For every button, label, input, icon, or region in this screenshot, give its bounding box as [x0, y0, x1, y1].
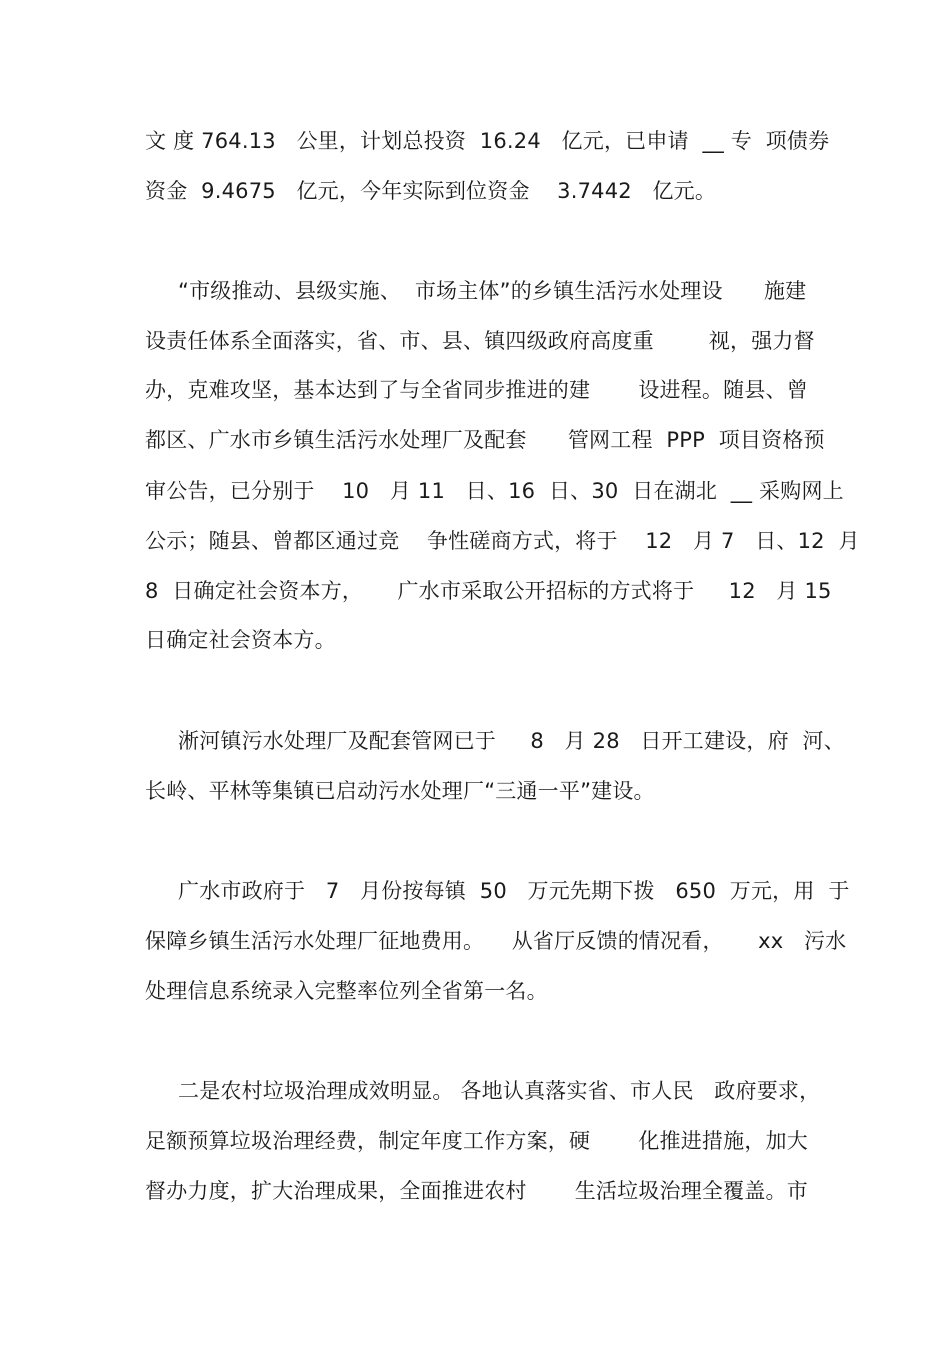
text-line: 审公告，已分别于 10 月 11 日、16 日、30 日在湖北 __ 采购网上	[145, 479, 844, 503]
text-line: 公示；随县、曾都区通过竞 争性磋商方式，将于 12 月 7 日、12 月	[145, 529, 860, 553]
text-line: “市级推动、县级实施、 市场主体”的乡镇生活污水处理设 施建	[178, 279, 807, 303]
text-line: 淅河镇污水处理厂及配套管网已于 8 月 28 日开工建设，府 河、	[178, 729, 845, 753]
text-line: 办，克难攻坚，基本达到了与全省同步推进的建 设进程。随县、曾	[145, 378, 808, 402]
text-line: 督办力度，扩大治理成果，全面推进农村 生活垃圾治理全覆盖。市	[145, 1179, 808, 1203]
text-line: 长岭、平林等集镇已启动污水处理厂“三通一平”建设。	[145, 779, 655, 803]
text-line: 都区、广水市乡镇生活污水处理厂及配套 管网工程 PPP 项目资格预	[145, 428, 825, 452]
text-line: 二是农村垃圾治理成效明显。 各地认真落实省、市人民 政府要求，	[178, 1079, 821, 1103]
text-line: 足额预算垃圾治理经费，制定年度工作方案，硬 化推进措施，加大	[145, 1129, 808, 1153]
text-line: 设责任体系全面落实，省、市、县、镇四级政府高度重 视，强力督	[145, 329, 815, 353]
text-line: 保障乡镇生活污水处理厂征地费用。 从省厅反馈的情况看， xx 污水	[145, 929, 847, 953]
text-line: 处理信息系统录入完整率位列全省第一名。	[145, 979, 548, 1003]
text-line: 8 日确定社会资本方， 广水市采取公开招标的方式将于 12 月 15	[145, 579, 832, 603]
text-line: 文 度 764.13 公里，计划总投资 16.24 亿元，已申请 __ 专 项债券	[145, 129, 830, 153]
text-line: 广水市政府于 7 月份按每镇 50 万元先期下拨 650 万元，用 于	[178, 879, 850, 903]
text-line: 日确定社会资本方。	[145, 628, 336, 652]
text-line: 资金 9.4675 亿元，今年实际到位资金 3.7442 亿元。	[145, 179, 717, 203]
